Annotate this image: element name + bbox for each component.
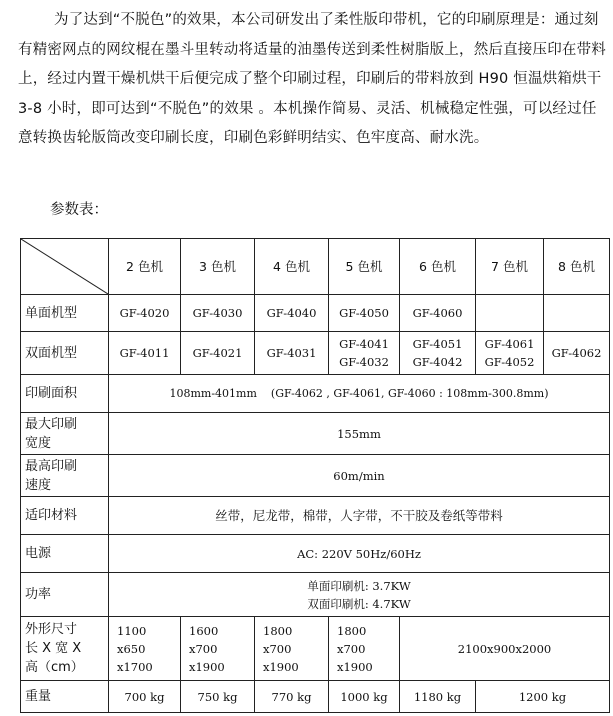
model-cell [329,332,400,375]
row-header: 功率 [21,573,109,617]
row-header: 单面机型 [21,295,109,332]
row-header-line: 高（cm） [25,660,84,675]
row-header-line: 宽度 [25,435,52,451]
dimensions-row [21,617,610,681]
weight-merged-value: 1200 kg [476,681,610,713]
row-header [21,455,109,497]
col-header: 7 色机 [476,239,544,295]
spec-table [20,238,610,713]
model-cell [544,295,610,332]
model-line: GF-4032 [339,355,389,369]
dimension-line: x700 [189,641,218,656]
weight-cell: 700 kg [109,681,181,713]
model-cell [181,332,255,375]
model-line: GF-4011 [119,346,170,360]
model-line: GF-4051 [412,337,463,351]
dimension-line: x1900 [263,659,299,674]
row-header: 重量 [21,681,109,713]
model-cell [476,332,544,375]
model-cell [255,332,329,375]
row-header: 适印材料 [21,497,109,535]
diagonal-line [21,239,108,294]
model-cell: GF-4030 [181,295,255,332]
col-header: 6 色机 [400,239,476,295]
model-cell [109,332,181,375]
row-header: 电源 [21,535,109,573]
power-value [109,573,610,617]
row-header [21,617,109,681]
single-side-row [21,295,610,332]
materials-row [21,497,610,535]
weight-cell: 1180 kg [400,681,476,713]
col-header: 3 色机 [181,239,255,295]
dimension-line: x1700 [117,659,153,674]
model-cell: GF-4050 [329,295,400,332]
dimension-cell [109,617,181,681]
double-side-row [21,332,610,375]
row-header-line: 外形尺寸 [25,622,78,637]
print-area-value: 108mm-401mm (GF-4062 , GF-4061, GF-4060 : 108mm-300.8mm) [109,375,610,413]
power-row [21,573,610,617]
row-header: 印刷面积 [21,375,109,413]
row-header-line: 长 X 宽 X [25,641,82,656]
dimension-line: x650 [117,641,146,656]
model-cell: GF-4060 [400,295,476,332]
power-supply-row [21,535,610,573]
model-line: GF-4062 [551,346,602,360]
col-header: 8 色机 [544,239,610,295]
model-line: GF-4061 [484,337,535,351]
model-cell [544,332,610,375]
power-line: 双面印刷机: 4.7KW [307,596,411,611]
model-line: GF-4042 [412,355,463,369]
print-area-row [21,375,610,413]
max-speed-row [21,455,610,497]
dimension-line: 1800 [337,623,367,638]
power-line: 单面印刷机: 3.7KW [307,578,411,593]
row-header-line: 最高印刷 [25,458,78,474]
dimension-merged-value: 2100x900x2000 [400,617,610,681]
col-header: 2 色机 [109,239,181,295]
power-supply-value: AC: 220V 50Hz/60Hz [109,535,610,573]
model-line: GF-4041 [339,337,389,351]
weight-cell: 770 kg [255,681,329,713]
dimension-line: x700 [263,641,292,656]
row-header: 双面机型 [21,332,109,375]
params-label: 参数表： [50,202,108,218]
dimension-line: 1100 [117,623,147,638]
dimension-line: 1600 [189,623,219,638]
dimension-line: 1800 [263,623,293,638]
model-cell [400,332,476,375]
model-line: GF-4021 [192,346,243,360]
dimension-line: x700 [337,641,366,656]
dimension-line: x1900 [337,659,373,674]
max-width-row [21,413,610,455]
model-cell [476,295,544,332]
max-speed-value: 60m/min [109,455,610,497]
weight-cell: 750 kg [181,681,255,713]
col-header: 4 色机 [255,239,329,295]
corner-cell [21,239,109,295]
weight-row [21,681,610,713]
intro-paragraph: 为了达到“不脱色”的效果，本公司研发出了柔性版印带机，它的印刷原理是：通过刻有精密网点的网纹棍在墨斗里转动将适量的油墨传送到柔性树脂版上，然后直接压印在带料上，经过内置干燥机烘干后便完成了整个印刷过程，印刷后的带料放到 H90 恒温烘箱烘干 3-8 小时，即可达到“不脱色”的效果 。本机操作简易、灵活、机械稳定性强，可以经过任意转换齿轮版筒改变印刷长度，印刷色彩鲜明结实、色牢度高、耐水洗。 [18,12,606,146]
header-row [21,239,610,295]
model-cell: GF-4020 [109,295,181,332]
weight-cell: 1000 kg [329,681,400,713]
max-width-value: 155mm [109,413,610,455]
dimension-cell [255,617,329,681]
dimension-cell [329,617,400,681]
dimension-line: x1900 [189,659,225,674]
row-header-line: 最大印刷 [25,416,78,432]
col-header: 5 色机 [329,239,400,295]
model-line: GF-4031 [266,346,317,360]
model-line: GF-4052 [484,355,535,369]
row-header-line: 速度 [25,477,52,493]
materials-value: 丝带，尼龙带，棉带，人字带，不干胶及卷纸等带料 [109,497,610,535]
row-header [21,413,109,455]
dimension-cell [181,617,255,681]
model-cell: GF-4040 [255,295,329,332]
